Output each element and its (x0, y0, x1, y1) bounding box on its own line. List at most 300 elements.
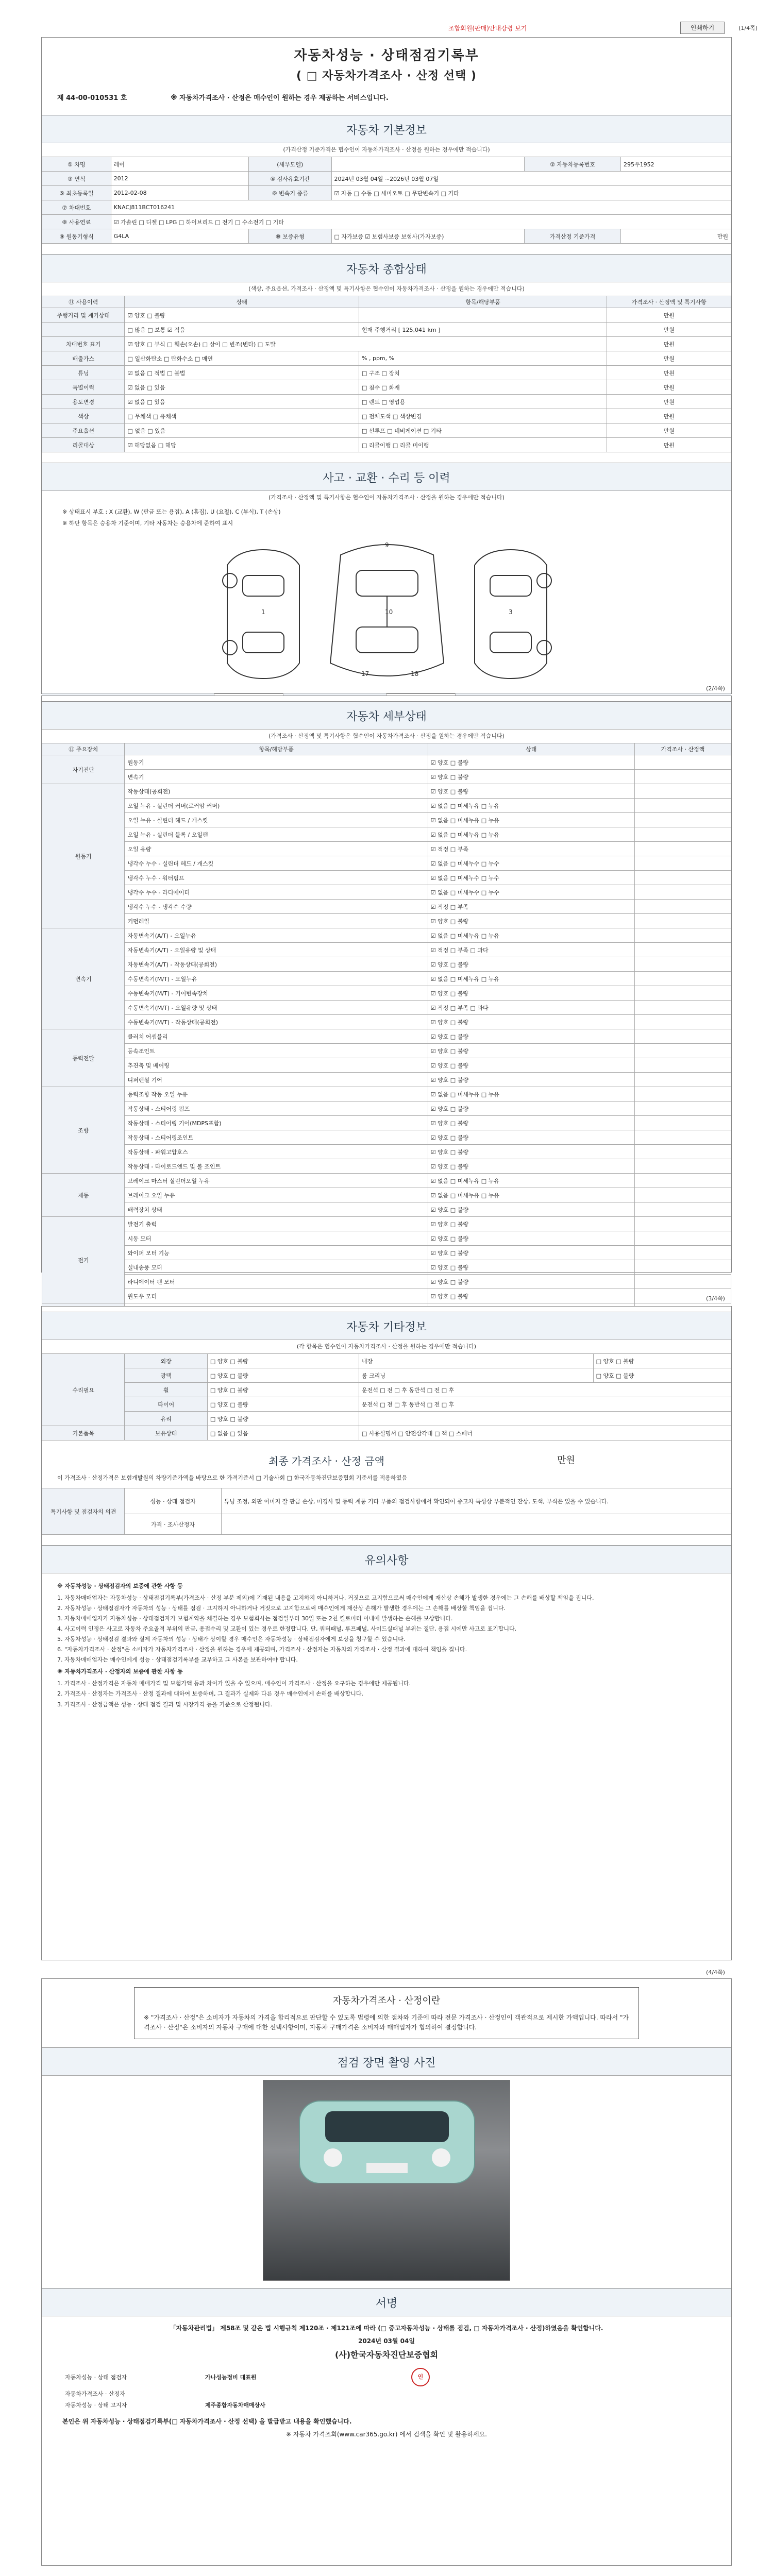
svg-text:1: 1 (261, 608, 265, 616)
detail-group-label: 자기진단 (42, 755, 125, 784)
detail-part: 디퍼렌셜 기어 (125, 1073, 428, 1087)
detail-price (634, 1202, 731, 1217)
other-item: 광택 (125, 1368, 207, 1383)
note-item: 3. 자동차매매업자가 자동차성능 · 상태점검자가 보험계약을 체결하는 경우 보험회사는 점검일부터 30일 또는 2천 킬로미터 이내에 발생하는 손해를 보상합니다. (57, 1615, 453, 1622)
detail-state: ☑ 양호 □ 불량 (428, 784, 634, 799)
note-item: 3. 가격조사 · 산정금액은 성능 · 상태 점검 결과 및 시장가격 등을 기준으로 산정됩니다. (57, 1701, 273, 1708)
detail-price (634, 1246, 731, 1260)
fuel-label: ⑧ 사용연료 (42, 215, 111, 229)
warranty-options: □ 자가보증 ☑ 보험사보증 보험사(가자보증) (331, 229, 524, 244)
detail-state: ☑ 없음 □ 미세누수 □ 누수 (428, 871, 634, 885)
note-item: 1. 자동차매매업자는 자동차성능 · 상태점검기록부(가격조사 · 산정 부분 제외)에 기재된 내용을 고지하지 아니하거나, 거짓으로 고지함으로써 매수인에게 재산상 손해가 발생한 경우에는 그 손해를 배상할 책임을 집니다. (57, 1595, 594, 1602)
detail-price (634, 928, 731, 943)
detail-state: ☑ 양호 □ 불량 (428, 1246, 634, 1260)
detail-part: 시동 모터 (125, 1231, 428, 1246)
summary-row-price: 만원 (607, 423, 731, 438)
inspection-period: 2024년 03월 04일 ~2026년 03월 07일 (331, 172, 731, 186)
vin-value: KNACJ811BCT016241 (111, 200, 731, 215)
detail-group-label: 조향 (42, 1087, 125, 1174)
detail-part: 냉각수 누수 - 워터펌프 (125, 871, 428, 885)
guideline-link[interactable]: 조합회원(판매)안내강령 보기 (448, 25, 527, 32)
detail-price (634, 1231, 731, 1246)
doc-number: 44-00-010531 (66, 94, 119, 102)
detail-note: (가격조사 · 산정액 및 특기사항은 협수인이 자동차가격조사 · 산정을 원하는 경우에만 적습니다) (268, 733, 505, 739)
inspection-period-label: ④ 검사유효기간 (249, 172, 331, 186)
detail-state: ☑ 없음 □ 미세누유 □ 누유 (428, 1174, 634, 1188)
detail-row (42, 1087, 731, 1101)
transmission-label: ⑥ 변속기 종류 (249, 186, 331, 200)
other-state: □ 없음 □ 있음 (207, 1426, 359, 1440)
doc-no-label: 제 (57, 94, 64, 102)
car-damage-diagram (42, 534, 731, 689)
col-price: 가격조사 · 산정액 및 특기사항 (607, 296, 731, 308)
summary-row-status: ☑ 양호 □ 부식 □ 훼손(오손) □ 상이 □ 변조(변타) □ 도말 (125, 337, 607, 351)
detail-row (42, 1145, 731, 1159)
price-explanation-body: ※ "가격조사 · 산정"은 소비자가 자동차의 가격을 합리적으로 판단할 수 있도록 법령에 의한 절차와 기준에 따라 전문 가격조사 · 산정인이 객관적으로 제시한 가액입니다. 따라서 "가격조사 · 산정"은 소비자의 자동차 구매에 대한 선택사항이며, 자동차 구매가격은 소비자와 매매업자가 협의하여 결정합니다. (144, 2013, 629, 2031)
detail-price (634, 943, 731, 957)
detail-price (634, 1174, 731, 1188)
base-price-label: 가격산정 기준가격 (524, 229, 620, 244)
detail-row (42, 943, 731, 957)
col-status: 상태 (125, 296, 359, 308)
detail-group-label: 변속기 (42, 928, 125, 1029)
summary-row-status: ☑ 없음 □ 있음 (125, 380, 359, 395)
other-state-2: □ 양호 □ 불량 (593, 1368, 731, 1383)
summary-row-price: 만원 (607, 308, 731, 323)
basic-info-table (42, 157, 731, 244)
summary-row-label: 주행거리 및 계기상태 (42, 308, 125, 323)
detail-part: 오일 누유 - 실린더 블록 / 오일팬 (125, 827, 428, 842)
summary-table (42, 296, 731, 452)
note-item: 4. 사고이력 인정은 사고로 자동차 주요골격 부위의 판금, 용접수리 및 교환이 있는 경우로 한정합니다. 단, 쿼터패널, 루프패널, 사이드실패널 부위는 절단, 용접 시에만 사고로 표기합니다. (57, 1625, 517, 1633)
summary-row-items: □ 구조 □ 장치 (359, 366, 607, 380)
detail-price (634, 1275, 731, 1289)
summary-row-price: 만원 (607, 351, 731, 366)
detail-part: 실내송풍 모터 (125, 1260, 428, 1275)
detail-state: ☑ 양호 □ 불량 (428, 1202, 634, 1217)
detail-state: ☑ 양호 □ 불량 (428, 1015, 634, 1029)
detail-row (42, 1116, 731, 1130)
summary-row-status: □ 무채색 □ 유채색 (125, 409, 359, 423)
other-item: 외장 (125, 1354, 207, 1368)
opinion-label: 특기사항 및 점검자의 의견 (42, 1488, 125, 1535)
detail-row (42, 1275, 731, 1289)
detail-state: ☑ 양호 □ 불량 (428, 1029, 634, 1044)
price-notice: ※ 자동차가격조사 · 산정은 매수인이 원하는 경우 제공하는 서비스입니다. (171, 94, 389, 102)
print-button[interactable]: 인쇄하기 (680, 22, 725, 34)
detail-price (634, 1029, 731, 1044)
note-item: 6. "자동차가격조사 · 산정"은 소비자가 자동차가격조사 · 산정을 원하는 경우에 제공되며, 가격조사 · 산정자는 자동차의 가격조사 · 산정 결과에 대하여 책임을 집니다. (57, 1646, 467, 1653)
detail-row (42, 1015, 731, 1029)
detail-row (42, 755, 731, 770)
detail-row (42, 1044, 731, 1058)
detail-price (634, 972, 731, 986)
detail-row (42, 799, 731, 813)
basic-items-label: 기본품목 (42, 1426, 125, 1440)
detail-part: 냉각수 누수 - 실린더 헤드 / 개스킷 (125, 856, 428, 871)
price-explanation-title: 자동차가격조사 · 산정이란 (332, 1995, 441, 2006)
base-price-unit: 만원 (621, 229, 731, 244)
detail-part: 클러치 어셈블리 (125, 1029, 428, 1044)
detail-price (634, 914, 731, 928)
detail-row (42, 1202, 731, 1217)
doc-number-row (42, 89, 731, 105)
accident-note: (가격조사 · 산정액 및 특기사항은 협수인이 자동차가격조사 · 산정을 원하는 경우에만 적습니다) (268, 494, 505, 501)
note-item: 1. 가격조사 · 산정가격은 자동차 매매가격 및 보험가액 등과 차이가 있을 수 있으며, 매수인이 가격조사 · 산정을 요구하는 경우에만 제공됩니다. (57, 1680, 411, 1687)
final-price-row (42, 1448, 731, 1471)
model-label: (세부모델) (249, 157, 331, 172)
doc-no-suffix: 호 (120, 94, 127, 102)
detail-part: 작동상태 - 타이로드엔드 및 볼 조인트 (125, 1159, 428, 1174)
top-bar (41, 20, 758, 37)
engine-type: G4LA (111, 229, 248, 244)
detail-row (42, 770, 731, 784)
col-items: 항목/해당부품 (359, 296, 607, 308)
summary-row-status: □ 많음 □ 보통 ☑ 적음 (125, 323, 359, 337)
notes-heading-2: ※ 자동차가격조사 · 산정자의 보증에 관한 사항 등 (57, 1668, 183, 1675)
summary-title: 자동차 종합상태 (42, 254, 731, 282)
front-photo (263, 2080, 510, 2281)
detail-state: ☑ 적정 □ 부족 (428, 900, 634, 914)
detail-state: ☑ 적정 □ 부족 □ 과다 (428, 1001, 634, 1015)
detail-group-label: 원동기 (42, 784, 125, 928)
detail-state: ☑ 없음 □ 미세누유 □ 누유 (428, 928, 634, 943)
detail-state: ☑ 양호 □ 불량 (428, 1130, 634, 1145)
other-item: 보유상태 (125, 1426, 207, 1440)
detail-row (42, 1001, 731, 1015)
detail-table (42, 743, 731, 1361)
detail-part: 변속기 (125, 770, 428, 784)
final-price-note: 이 가격조사 · 산정가격은 보험개발원의 차량기준가액을 바탕으로 한 가격기준서 □ 기술사회 □ 한국자동차진단보증협회 기준서를 적용하였음 (57, 1475, 407, 1481)
detail-part: 브레이크 마스터 실린더오일 누유 (125, 1174, 428, 1188)
detail-price (634, 799, 731, 813)
other-title: 자동차 기타정보 (42, 1312, 731, 1340)
inspector-label: 성능 · 상태 점검자 (125, 1488, 221, 1514)
detail-price (634, 1159, 731, 1174)
detail-state: ☑ 없음 □ 미세누유 □ 누유 (428, 1087, 634, 1101)
detail-state: ☑ 양호 □ 불량 (428, 957, 634, 972)
note-item: 5. 자동차성능 · 상태점검 결과와 실제 자동차의 성능 · 상태가 상이할 경우 매수인은 자동차성능 · 상태점검자에게 보상을 청구할 수 있습니다. (57, 1636, 406, 1643)
summary-row-label: 특별이력 (42, 380, 125, 395)
detail-row (42, 842, 731, 856)
summary-row-price: 만원 (607, 395, 731, 409)
svg-text:9: 9 (385, 541, 389, 549)
sign-title: 서명 (42, 2288, 731, 2316)
other-item: 휠 (125, 1383, 207, 1397)
detail-price (634, 1188, 731, 1202)
detail-part: 작동상태 - 스티어링 기어(MDPS포함) (125, 1116, 428, 1130)
summary-row-status: □ 없음 □ 있음 (125, 423, 359, 438)
detail-state: ☑ 없음 □ 미세누유 □ 누유 (428, 813, 634, 827)
detail-part: 수동변속기(M/T) - 작동상태(공회전) (125, 1015, 428, 1029)
summary-row-items: □ 전체도색 □ 색상변경 (359, 409, 607, 423)
detail-row (42, 827, 731, 842)
summary-row-label: 차대번호 표기 (42, 337, 125, 351)
other-item-2: 운전석 □ 전 □ 후 동반석 □ 전 □ 후 (359, 1383, 731, 1397)
page-subtitle: ( □ 자동차가격조사 · 산정 선택 ) (296, 70, 477, 82)
appraiser-label: 가격 · 조사산정자 (125, 1514, 221, 1535)
page-title: 자동차성능 · 상태점검기록부 (294, 48, 479, 63)
detail-part: 수동변속기(M/T) - 오일누유 (125, 972, 428, 986)
detail-row (42, 986, 731, 1001)
note-item: 7. 자동차매매업자는 매수인에게 성능 · 상태점검기록부를 교부하고 그 사본을 보관하여야 합니다. (57, 1656, 298, 1664)
detail-price (634, 770, 731, 784)
summary-row-price: 만원 (607, 337, 731, 351)
detail-state: ☑ 양호 □ 불량 (428, 1058, 634, 1073)
summary-row-items: □ 침수 □ 화재 (359, 380, 607, 395)
summary-row-label: 용도변경 (42, 395, 125, 409)
detail-part: 작동상태(공회전) (125, 784, 428, 799)
summary-row-price: 만원 (607, 409, 731, 423)
detail-price (634, 885, 731, 900)
detail-row (42, 1159, 731, 1174)
detail-part: 수동변속기(M/T) - 오일유량 및 상태 (125, 1001, 428, 1015)
note-item: 2. 자동차성능 · 상태점검자가 자동차의 성능 · 상태를 점검 · 고지하지 아니하거나 거짓으로 고지함으로써 매수인에게 재산상 손해가 발생한 경우에는 그 손해를 배상할 책임을 집니다. (57, 1605, 506, 1612)
detail-part: 오일 유량 (125, 842, 428, 856)
page-number: (1/4쪽) (738, 25, 758, 31)
detail-price (634, 813, 731, 827)
detail-row (42, 856, 731, 871)
detail-price (634, 1058, 731, 1073)
signer-name (203, 2388, 409, 2399)
page-1 (41, 37, 732, 694)
detail-part: 윈도우 모터 (125, 1289, 428, 1303)
col-state: 상태 (428, 743, 634, 755)
detail-part: 오일 누유 - 실린더 커버(로커암 커버) (125, 799, 428, 813)
notes-title: 유의사항 (42, 1545, 731, 1573)
col-usage: ⑪ 사용이력 (42, 296, 125, 308)
detail-part: 브레이크 오일 누유 (125, 1188, 428, 1202)
summary-row-items: □ 리콜이행 □ 리콜 미이행 (359, 438, 607, 452)
model-value (331, 157, 524, 172)
transmission-options: ☑ 자동 □ 수동 □ 세미오토 □ 무단변속기 □ 기타 (331, 186, 731, 200)
svg-text:17: 17 (361, 670, 369, 677)
detail-part: 등속조인트 (125, 1044, 428, 1058)
svg-text:18: 18 (411, 670, 419, 677)
detail-state: ☑ 없음 □ 미세누유 □ 누유 (428, 972, 634, 986)
detail-price (634, 1145, 731, 1159)
basic-info-note: (가격산정 기준가격은 협수인이 자동차가격조사 · 산정을 원하는 경우에만 적습니다) (283, 146, 490, 153)
detail-part: 자동변속기(A/T) - 오일유량 및 상태 (125, 943, 428, 957)
detail-state: ☑ 없음 □ 미세누유 □ 누유 (428, 799, 634, 813)
detail-part: 오일 누유 - 실린더 헤드 / 개스킷 (125, 813, 428, 827)
engine-type-label: ⑨ 원동기형식 (42, 229, 111, 244)
sign-area (42, 2316, 731, 2446)
svg-text:10: 10 (385, 608, 393, 616)
detail-part: 자동변속기(A/T) - 오일누유 (125, 928, 428, 943)
summary-row-items: % , ppm, % (359, 351, 607, 366)
page-number: (3/4쪽) (706, 1295, 725, 1302)
other-table (42, 1353, 731, 1440)
price-explanation-box (134, 1987, 639, 2039)
col-part: 항목/해당부품 (125, 743, 428, 755)
first-reg-date: 2012-02-08 (111, 186, 248, 200)
detail-row (42, 928, 731, 943)
basic-info-title: 자동차 기본정보 (42, 115, 731, 143)
detail-price (634, 871, 731, 885)
detail-row (42, 914, 731, 928)
detail-price (634, 1073, 731, 1087)
detail-price (634, 1260, 731, 1275)
detail-part: 동력조향 작동 오일 누유 (125, 1087, 428, 1101)
detail-price (634, 1217, 731, 1231)
detail-row (42, 1029, 731, 1044)
car-outline-icon (207, 534, 567, 689)
summary-row-label (42, 323, 125, 337)
detail-row (42, 1130, 731, 1145)
final-price-title: 최종 가격조사 · 산정 금액 (268, 1455, 384, 1467)
signer-name: 제주종합자동차매매상사 (205, 2402, 265, 2409)
repair-needed-label: 수리필요 (42, 1354, 125, 1426)
other-item-2: 룸 크리닝 (359, 1368, 594, 1383)
sign-footer-2: ※ 자동차 가격조회(www.car365.go.kr) 에서 검색을 확인 및 활용하세요. (286, 2431, 487, 2438)
sign-org: (사)한국자동차진단보증협회 (334, 2350, 439, 2360)
detail-state: ☑ 양호 □ 불량 (428, 1260, 634, 1275)
detail-part: 발전기 출력 (125, 1217, 428, 1231)
detail-group-label: 전기 (42, 1217, 125, 1303)
accident-legend-2: ※ 하단 항목은 승용차 기준이며, 기타 자동차는 승용차에 준하여 표시 (62, 520, 233, 527)
detail-title: 자동차 세부상태 (42, 701, 731, 730)
detail-state: ☑ 양호 □ 불량 (428, 755, 634, 770)
detail-state: ☑ 양호 □ 불량 (428, 1101, 634, 1116)
other-item-2: 운전석 □ 전 □ 후 동반석 □ 전 □ 후 (359, 1397, 731, 1412)
summary-row-label: 튜닝 (42, 366, 125, 380)
detail-state: ☑ 없음 □ 미세누유 □ 누유 (428, 827, 634, 842)
summary-row-price: 만원 (607, 380, 731, 395)
col-device: ⑬ 주요장치 (42, 743, 125, 755)
detail-row (42, 1289, 731, 1303)
detail-state: ☑ 적정 □ 부족 (428, 842, 634, 856)
other-note: (각 항목은 협수인이 자동차가격조사 · 산정을 원하는 경우에만 적습니다) (296, 1343, 477, 1350)
sign-law-text: 「자동차관리법」 제58조 및 같은 법 시행규칙 제120조 · 제121조에 따라 (□ 중고자동차성능 · 상태를 점검, □ 자동차가격조사 · 산정)하였음을 확인합니다. (170, 2325, 603, 2332)
detail-part: 냉각수 누수 - 냉각수 수량 (125, 900, 428, 914)
detail-row (42, 813, 731, 827)
detail-row (42, 1073, 731, 1087)
basic-items: □ 사용설명서 □ 안전삼각대 □ 잭 □ 스패너 (359, 1426, 731, 1440)
plate-label: ② 자동차등록번호 (524, 157, 620, 172)
detail-state: ☑ 적정 □ 부족 □ 과다 (428, 943, 634, 957)
detail-row (42, 1246, 731, 1260)
detail-row (42, 1217, 731, 1231)
detail-group-label: 동력전달 (42, 1029, 125, 1087)
sign-footer-1: 본인은 위 자동차성능 · 상태점검기록부(□ 자동차가격조사 · 산정 선택) 을 발급받고 내용을 확인했습니다. (62, 2418, 352, 2426)
summary-row-status: ☑ 없음 □ 적법 □ 불법 (125, 366, 359, 380)
detail-part: 와이퍼 모터 기능 (125, 1246, 428, 1260)
detail-price (634, 856, 731, 871)
detail-state: ☑ 양호 □ 불량 (428, 770, 634, 784)
detail-price (634, 1015, 731, 1029)
summary-row-status: ☑ 양호 □ 불량 (125, 308, 359, 323)
seal-stamp-icon: 인 (411, 2368, 430, 2386)
detail-price (634, 1130, 731, 1145)
signer-role: 자동차가격조사 · 산정자 (65, 2391, 125, 2398)
detail-row (42, 1231, 731, 1246)
summary-row-label: 주요옵션 (42, 423, 125, 438)
summary-row-status: □ 일산화탄소 □ 탄화수소 □ 매연 (125, 351, 359, 366)
detail-state: ☑ 양호 □ 불량 (428, 914, 634, 928)
signer-role: 자동차성능 · 상태 고지자 (65, 2402, 127, 2409)
detail-row (42, 957, 731, 972)
signer-role: 자동차성능 · 상태 점검자 (65, 2374, 127, 2381)
detail-row (42, 972, 731, 986)
detail-part: 자동변속기(A/T) - 작동상태(공회전) (125, 957, 428, 972)
year-value: 2012 (111, 172, 248, 186)
other-item-2: 내장 (359, 1354, 594, 1368)
detail-part: 수동변속기(M/T) - 기어변속장치 (125, 986, 428, 1001)
detail-row (42, 1188, 731, 1202)
detail-part: 라디에이터 팬 모터 (125, 1275, 428, 1289)
detail-state: ☑ 양호 □ 불량 (428, 1217, 634, 1231)
detail-state: ☑ 양호 □ 불량 (428, 986, 634, 1001)
detail-price (634, 900, 731, 914)
accident-title: 사고 · 교환 · 수리 등 이력 (42, 463, 731, 491)
detail-row (42, 885, 731, 900)
page-4 (41, 1978, 732, 2566)
detail-row (42, 871, 731, 885)
detail-part: 배력장치 상태 (125, 1202, 428, 1217)
year-label: ③ 연식 (42, 172, 111, 186)
summary-row-price: 만원 (607, 438, 731, 452)
summary-row-items: 현재 주행거리 [ 125,041 km ] (359, 323, 607, 337)
other-state: □ 양호 □ 불량 (207, 1397, 359, 1412)
detail-state: ☑ 양호 □ 불량 (428, 1275, 634, 1289)
summary-row-price: 만원 (607, 366, 731, 380)
first-reg-label: ⑤ 최초등록일 (42, 186, 111, 200)
detail-part: 커먼레일 (125, 914, 428, 928)
detail-row (42, 784, 731, 799)
summary-row-status: ☑ 해당없음 □ 해당 (125, 438, 359, 452)
summary-row-items: □ 선루프 □ 네비게이션 □ 기타 (359, 423, 607, 438)
warranty-label: ⑩ 보증유형 (249, 229, 331, 244)
detail-state: ☑ 없음 □ 미세누수 □ 누수 (428, 856, 634, 871)
detail-price (634, 957, 731, 972)
detail-row (42, 1058, 731, 1073)
accident-legend-1: ※ 상태표시 부호 : X (교환), W (판금 또는 용접), A (흠집), U (요철), C (부식), T (손상) (62, 509, 281, 515)
vin-label: ⑦ 차대번호 (42, 200, 111, 215)
summary-row-label: 색상 (42, 409, 125, 423)
detail-price (634, 1001, 731, 1015)
page-3 (41, 1306, 732, 1960)
detail-price (634, 1044, 731, 1058)
summary-row-items: □ 렌트 □ 영업용 (359, 395, 607, 409)
summary-row-items (359, 308, 607, 323)
detail-state: ☑ 양호 □ 불량 (428, 1231, 634, 1246)
other-state: □ 양호 □ 불량 (207, 1368, 359, 1383)
other-state: □ 양호 □ 불량 (207, 1383, 359, 1397)
other-item: 유리 (125, 1412, 207, 1426)
summary-row-label: 리콜대상 (42, 438, 125, 452)
detail-group-label: 제동 (42, 1174, 125, 1217)
detail-price (634, 784, 731, 799)
summary-row-status: ☑ 없음 □ 있음 (125, 395, 359, 409)
detail-row (42, 900, 731, 914)
detail-price (634, 1101, 731, 1116)
detail-state: ☑ 양호 □ 불량 (428, 1044, 634, 1058)
detail-part: 냉각수 누수 - 라디에이터 (125, 885, 428, 900)
summary-row-label: 배출가스 (42, 351, 125, 366)
other-state: □ 양호 □ 불량 (207, 1354, 359, 1368)
summary-row-price: 만원 (607, 323, 731, 337)
other-item: 타이어 (125, 1397, 207, 1412)
other-state-2: □ 양호 □ 불량 (593, 1354, 731, 1368)
page-number: (2/4쪽) (706, 685, 725, 692)
detail-part: 원동기 (125, 755, 428, 770)
detail-state: ☑ 양호 □ 불량 (428, 1116, 634, 1130)
photos-title: 점검 장면 촬영 사진 (42, 2047, 731, 2076)
detail-price (634, 827, 731, 842)
note-item: 2. 가격조사 · 산정자는 가격조사 · 산정 결과에 대하여 보증하며, 그 결과가 실제와 다른 경우 매수인에게 손해를 배상합니다. (57, 1690, 363, 1698)
sign-date: 2024년 03월 04일 (358, 2337, 415, 2345)
